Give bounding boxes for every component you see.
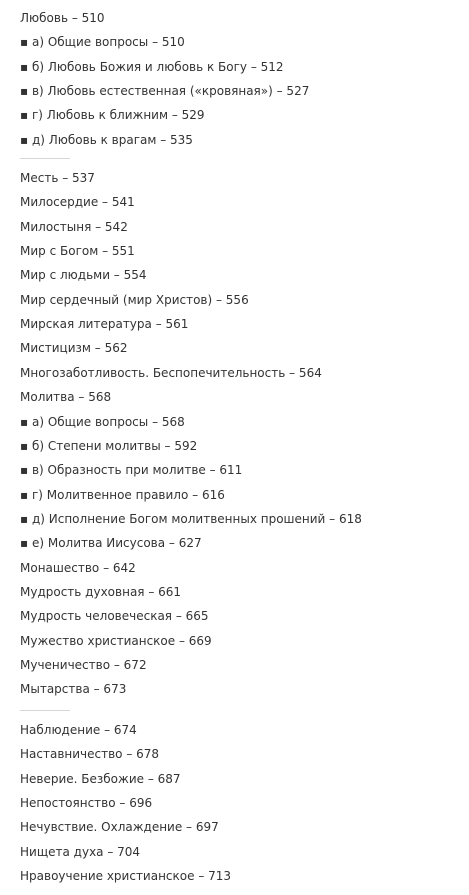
index-subentry: [20, 34, 185, 50]
entry-text: а) Общие вопросы – 568: [31, 414, 185, 429]
entry-text: Нравоучение христианское – 713: [20, 869, 232, 884]
index-entry: [20, 292, 249, 308]
index-subentry: [20, 487, 225, 503]
entry-text: Милостыня – 542: [20, 219, 128, 234]
entry-text: Нечувствие. Охлаждение – 697: [20, 820, 219, 835]
index-subentry: [20, 132, 193, 148]
bullet-icon: ▪: [20, 463, 29, 478]
entry-text: Монашество – 642: [20, 560, 136, 575]
index-entry: [20, 267, 147, 283]
index-subentry: [20, 511, 362, 527]
index-entry: [20, 316, 188, 332]
index-entry: [20, 844, 140, 860]
index-entry: [20, 219, 128, 235]
entry-text: Мир с Богом – 551: [20, 244, 135, 259]
bullet-icon: ▪: [20, 487, 29, 502]
index-entry: [20, 365, 322, 381]
entry-text: Любовь – 510: [20, 11, 105, 25]
index-entry: [20, 389, 111, 405]
entry-text: Мытарства – 673: [20, 682, 127, 697]
index-entry: [20, 608, 209, 624]
index-entry: [20, 170, 95, 186]
bullet-icon: ▪: [20, 59, 29, 74]
index-subentry: [20, 83, 309, 99]
index-entry: [20, 243, 135, 259]
entry-text: Молитва – 568: [20, 390, 112, 405]
entry-text: Непостоянство – 696: [20, 796, 153, 811]
entry-text: Мудрость духовная – 661: [20, 584, 182, 599]
entry-text: Нищета духа – 704: [20, 844, 141, 859]
section-divider: [20, 158, 70, 159]
bullet-icon: ▪: [20, 536, 29, 551]
entry-text: д) Любовь к врагам – 535: [31, 132, 193, 147]
entry-text: Наставничество – 678: [20, 747, 160, 762]
entry-text: Многозаботливость. Беспопечительность – 564: [20, 365, 322, 380]
index-entry: [20, 657, 147, 673]
index-entry: [20, 746, 159, 762]
entry-text: г) Любовь к ближним – 529: [31, 108, 205, 123]
entry-text: б) Любовь Божия и любовь к Богу – 512: [31, 59, 284, 74]
index-subentry: [20, 535, 202, 551]
bullet-icon: ▪: [20, 414, 29, 429]
section-divider: [20, 710, 70, 711]
entry-text: в) Образность при молитве – 611: [31, 463, 243, 478]
entry-text: Мир с людьми – 554: [20, 268, 147, 283]
entry-text: б) Степени молитвы – 592: [31, 438, 198, 453]
entry-text: Милосердие – 541: [20, 195, 135, 210]
entry-text: е) Молитва Иисусова – 627: [31, 536, 202, 551]
bullet-icon: ▪: [20, 132, 29, 147]
entry-text: г) Молитвенное правило – 616: [31, 487, 225, 502]
entry-text: в) Любовь естественная («кровяная») – 527: [31, 84, 310, 99]
entry-text: Мистицизм – 562: [20, 341, 128, 356]
index-subentry: [20, 414, 185, 430]
entry-text: Месть – 537: [20, 171, 95, 185]
entry-text: Мирская литература – 561: [20, 317, 189, 332]
entry-text: Мир сердечный (мир Христов) – 556: [20, 292, 249, 307]
index-entry: [20, 819, 219, 835]
index-entry: [20, 722, 137, 738]
index-subentry: [20, 107, 205, 123]
entry-text: а) Общие вопросы – 510: [31, 35, 185, 50]
entry-text: Неверие. Безбожие – 687: [20, 771, 181, 786]
index-entry: [20, 10, 105, 26]
bullet-icon: ▪: [20, 511, 29, 526]
bullet-icon: ▪: [20, 438, 29, 453]
index-subentry: [20, 438, 197, 454]
index-entry: [20, 633, 212, 649]
index-entry: [20, 194, 135, 210]
index-entry: [20, 560, 136, 576]
index-entry: [20, 771, 181, 787]
index-entry: [20, 795, 152, 811]
index-entry: [20, 340, 127, 356]
index-entry: [20, 868, 231, 884]
bullet-icon: ▪: [20, 84, 29, 99]
bullet-icon: ▪: [20, 108, 29, 123]
index-entry: [20, 681, 126, 697]
index-entry: [20, 584, 181, 600]
entry-text: Мудрость человеческая – 665: [20, 609, 209, 624]
index-subentry: [20, 462, 242, 478]
bullet-icon: ▪: [20, 35, 29, 50]
entry-text: д) Исполнение Богом молитвенных прошений – 618: [31, 511, 362, 526]
index-subentry: [20, 59, 284, 75]
entry-text: Наблюдение – 674: [20, 723, 137, 737]
entry-text: Мученичество – 672: [20, 658, 147, 672]
entry-text: Мужество христианское – 669: [20, 633, 212, 648]
